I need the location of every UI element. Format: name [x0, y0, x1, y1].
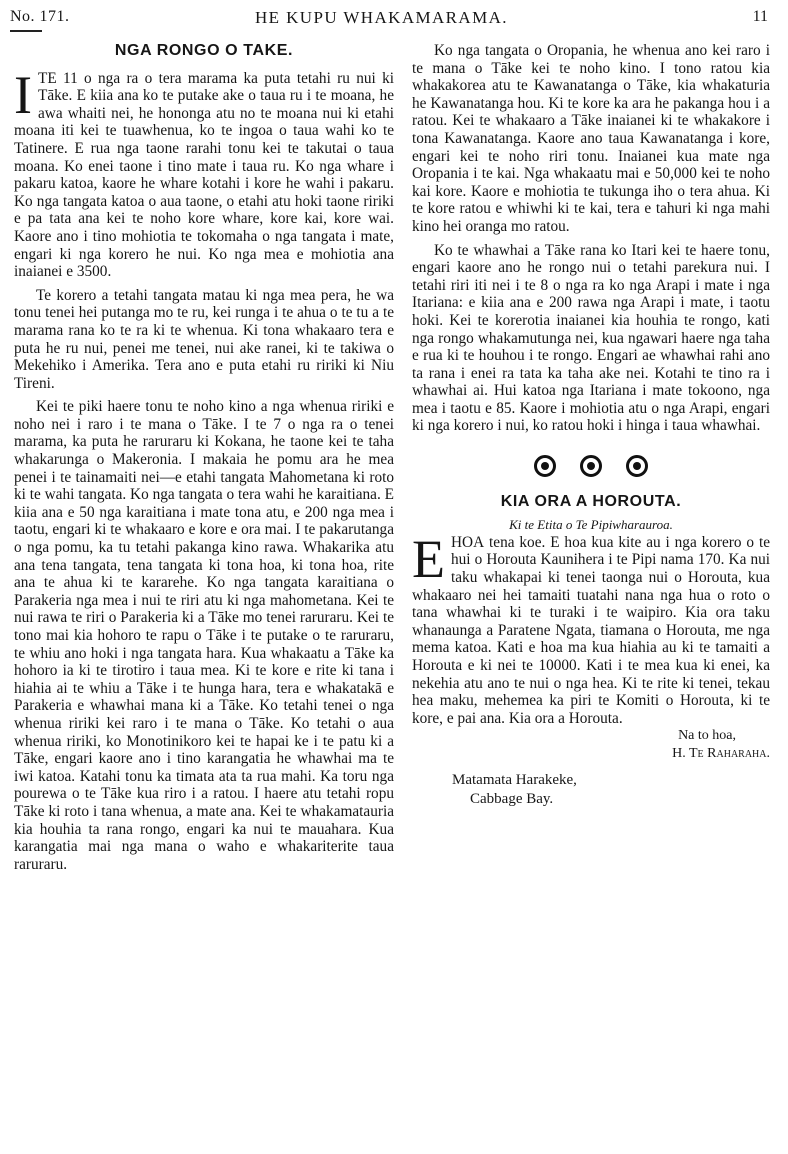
article-paragraph-2: Te korero a tetahi tangata matau ki nga mea pera, he wa tonu tenei hei putanga mo te ru, kei runga i te ahua o te tu a te marama rana ko te ra ki te whenua. Ki tona whakaaro tera e puta he ru nui, penei me tenei, nui ake ranei, ki te takiwa o Mekehiko i Amerika. Tera ano e puta etahi ru ririki ki Niu Tireni. [14, 286, 394, 392]
first-word: TE [37, 69, 57, 87]
letter-title: KIA ORA A HOROUTA. [500, 492, 682, 510]
letter-subtitle: Ki te Etita o Te Pipiwharauroa. [509, 517, 673, 533]
drop-cap: E [412, 528, 445, 589]
letter-body [412, 528, 770, 728]
address-line-1: Matamata Harakeke, [452, 771, 577, 788]
header-rule [10, 30, 42, 32]
page-header [0, 0, 788, 34]
address-line-2: Cabbage Bay. [470, 790, 554, 807]
drop-cap: I [14, 64, 32, 125]
sender-address [412, 771, 770, 809]
right-column [412, 36, 770, 1146]
paragraph-text: 11 o nga ra o tera marama ka puta tetahi ru nui ki Tāke. E kiia ana ko te putake ake o taua ru i te moana, he awa whaiti nei, he hononga atu no te moana nui ki etahi moana iti kei te tuawhenua, ko te ingoa o taua wahi ko te Tatinere. E rua nga taone rarahi tonu kei te takutai o taua moana. Ko enei taone i tino mate i taua ru. Ko nga whare i pakaru katoa, kaore he whare kotahi i kore he wahi i pakaru. Ko nga tangata katoa o aua taone, o etahi atu hoki taone ririki e pa tata ana kei te noho kore whare, kore kai, kore wai. Kaore ano i tino mohiotia te tokomaha o nga tangata i mate, engari ki nga korero he nui. Ko nga mea e mohiotia ana inaianei e 3500. [14, 69, 394, 281]
flower-ornament-icon [534, 455, 556, 477]
letter-text: tena koe. E hoa kua kite au i nga korero o te hui o Horouta Kaunihera i te Pipi nama 170. Ka nui taku whakapai ki tenei taonga nui o Horouta, kua whakaaro nei hei tamaiti tuatahi nana nga hua o roto o tana whawhai ki te turaki i te waipiro. Kia ora taku whanaunga a Paratene Ngata, tiamana o Horouta, me nga mema katoa. Kati e hoa ma kua hiahia au ki te tamaiti a Horouta e ki nei te 10000. Kati i te mea kua ki enei, ka nekehia atu ano te nui o nga hea. Ki te rite ki tenei, tekau hea maku, mehemea ka piri te Komiti o Horouta, ki te kore, e pai ana. Kia ora a Horouta. [412, 533, 770, 727]
letter-signature: H. Te Raharaha. [672, 745, 770, 761]
issue-number: No. 171. [10, 8, 70, 25]
running-title: HE KUPU WHAKAMARAMA. [255, 8, 508, 27]
article-paragraph-3: Kei te piki haere tonu te noho kino a nga whenua ririki e noho nei i raro i te mana o Tāke. I te 7 o nga ra o tenei marama, ka puta he raruraru ki Kokana, he taone kei te taha whakarunga o Makeronia. I makaia he pomu ara he mea penei i te tainamaiti nei—e etahi tangata Mahometana ki roto ki te wahi tangata. Ko nga tangata o tera wahi he karaitiana. E kiia ana e 50 nga karaitiana i mate tona atu, e 200 nga mea i taotu, engari ki te whakaaro e kore e ora mai. I te pakarutanga o nga pomu, ka tu tetahi pakanga kino rawa. Whakarika atu ana tena tangata, tena tangata ki tona hoa, ki tona hoa, rite ana te ahua ki te kararehe. Ko nga tangata karaitiana o Parakeria nga mea i nui te riri atu ki nga mahometana. Kei te nui rawa te riri o Parakeria ki a Tāke mo tenei raruraru. Kei te tono mai kia hohoro te rapu o Tāke i te putake o te raruraru, te whiu ano hoki i nga tangata hara. Kua whakaatu a Tāke ka hohoro ia ki te tirotiro i taua mea. Ki te kore e rite ki tana i hiahia ai te whiu a Tāke i te hunga hara, tera e whakatakā e Parakeria e whawhai mana ki a Tāke. Ko tetahi tenei o nga whenua ririki kei raro i te mana o Tāke. Ko tetahi o aua whenua ririki, ko Monotinikoro kei te hapai ke i te patu ki a Tāke, engari kaore ano i tino karangatia he whawhai ma te iwi katoa. Katahi tonu ka timata ata ta rua mahi. Ka toru nga pourewa o te Tāke kua riro i a ratou. I haere atu tetahi ropu Tāke ki roto i tana whenua, a mate ana. Kei te whakamatauria kia houhia ta rana rongo, engari ka nui te mauahara. Kua karangatia mai nga mana o waho e whakariterite taua raruraru. [14, 398, 394, 873]
page-number: 11 [752, 8, 768, 25]
letter-closing: Na to hoa, [678, 728, 736, 744]
flower-ornament-icon [626, 455, 648, 477]
first-word: HOA [451, 533, 485, 551]
article-paragraph-4: Ko nga tangata o Oropania, he whenua ano kei raro i te mana o Tāke kei te noho kino. I tono ratou kia whakakorea atu te Kawanatanga o Tāke, kia whakaturia he Kawanatanga hou. Ki te kore ka ara he pakanga hou i a ratou. Kei te whakaaro a Tāke inaianei ki te whakakore i tona Kawanatanga. Kaore ano taua Kawanatanga i kore, engari kei te noho riri tonu. Inaianei kua mate nga Oropania i te kai. Nga whakaatu mai e 50,000 kei te noho kai kore. Kaore e mohiotia te tukunga iho o tera ahua. Ki te kore ratou e whiwhi ki te kai, tera e tahuri ki nga mahi kino hei oranga mo ratou. [412, 42, 770, 235]
section-ornaments [412, 455, 770, 479]
article-title: NGA RONGO O TAKE. [114, 42, 294, 59]
flower-ornament-icon [580, 455, 602, 477]
article-paragraph-5: Ko te whawhai a Tāke rana ko Itari kei te haere tonu, engari kaore ano he rongo nui o tetahi parekura nui. I tetahi riri iti nei i te 8 o nga ra ko nga Arapi i mate i nga Itariana: e kiia ana e 200 rawa nga Arapi i mate, i taotu hoki. Kei te korerotia inaianei kia houhia te rongo, kati nga rongo whakamutunga nei, kua ngawari haere nga taha e rua ki te houhou i te rongo. Engari ae whawhai rahi ano ta rana i enei ra tata ka taha ake nei. Kotahi te tino ra i whawhai ai. Hui katoa nga Itariana i mate tokoono, nga mea i taotu e 85. Kaore i mohiotia atu o nga Arapi, engari ki nga korero i nui, ko ratou hoki i hinga i taua whawhai. [412, 241, 770, 435]
article-paragraph-1 [14, 64, 394, 281]
left-column [14, 40, 394, 1148]
